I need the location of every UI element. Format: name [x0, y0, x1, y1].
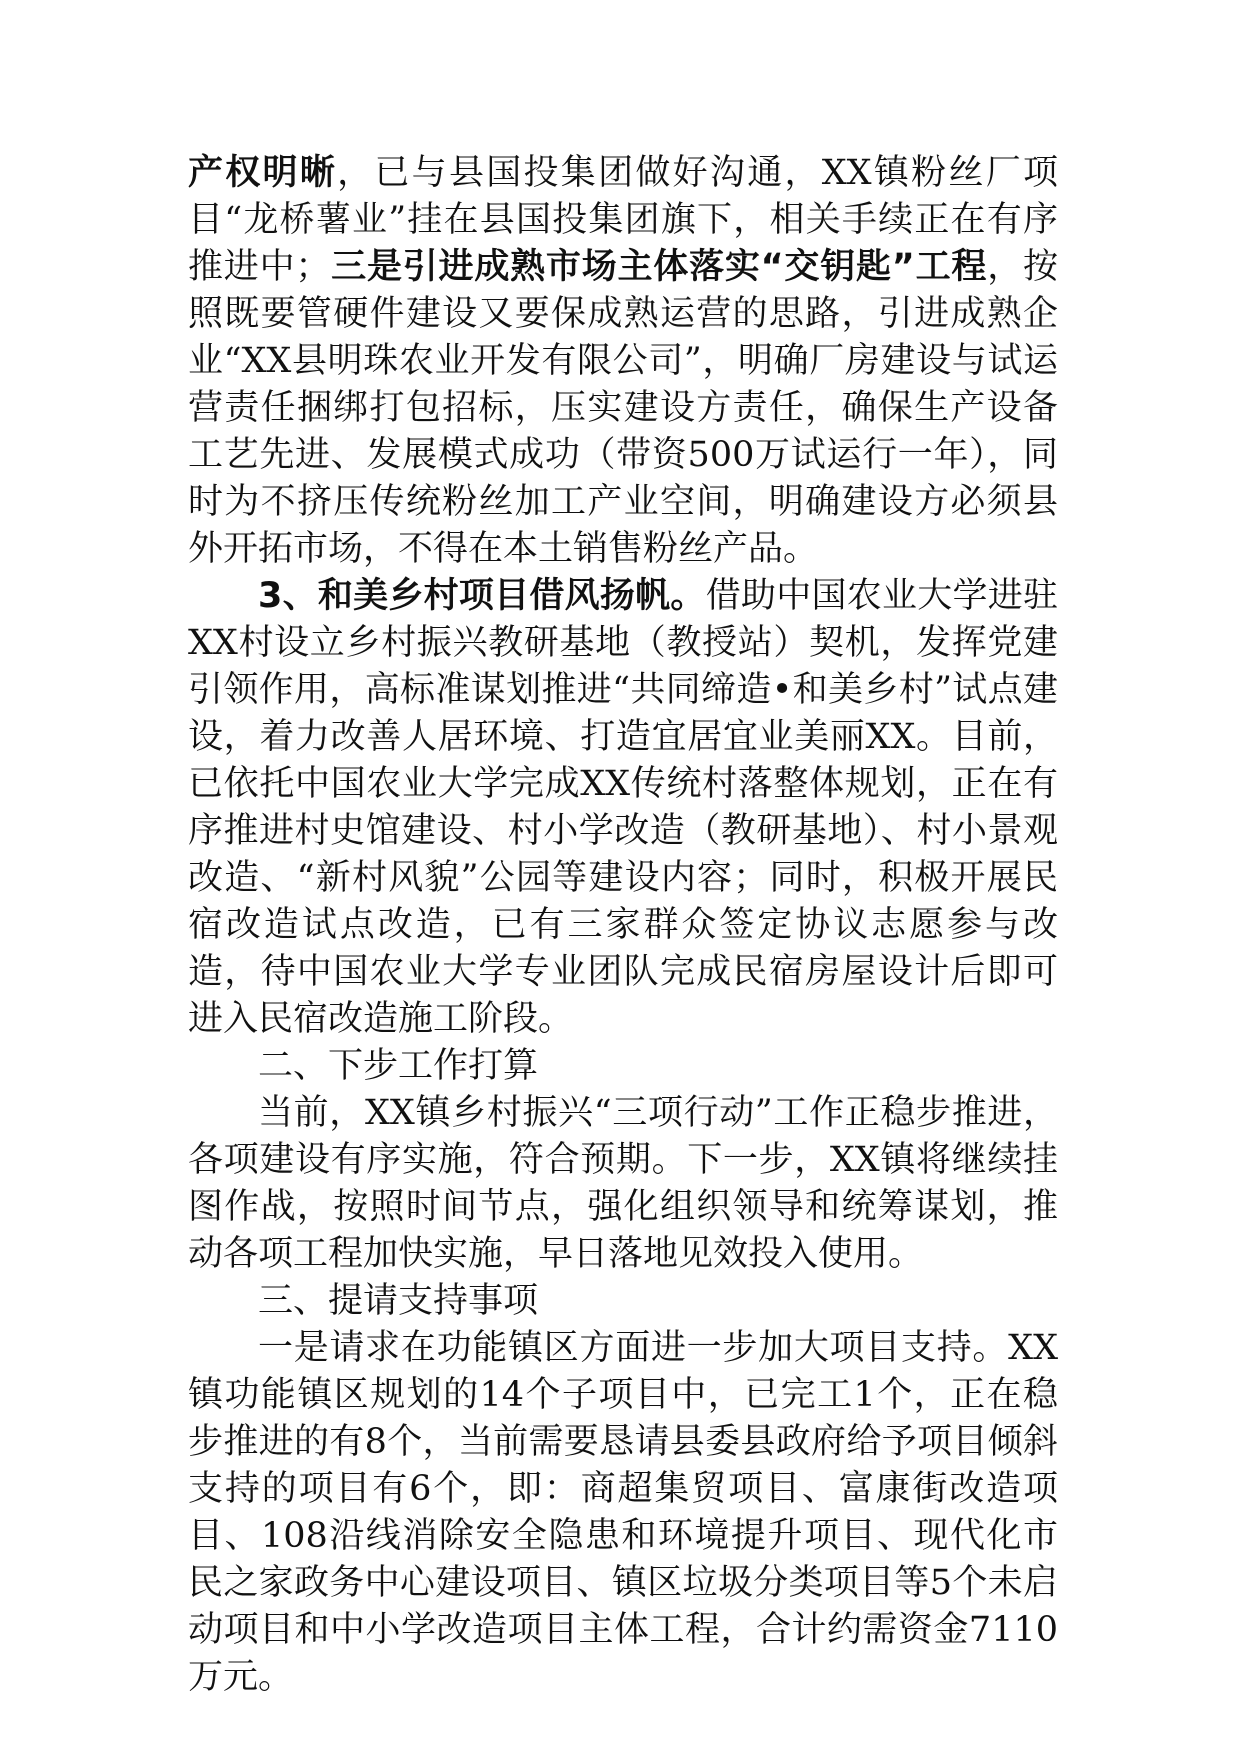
- paragraph-next-steps: [188, 1090, 1058, 1278]
- paragraph-beautiful-village: [188, 573, 1058, 1043]
- bold-heading-text: 3、和美乡村项目借风扬帆。: [258, 576, 706, 616]
- section-heading-text: 三、提请支持事项: [258, 1281, 539, 1321]
- section-heading-text: 二、下步工作打算: [258, 1046, 539, 1086]
- body-text: 一是请求在功能镇区方面进一步加大项目支持。XX镇功能镇区规划的14个子项目中，已完工1个，正在稳步推进的有8个，当前需要恳请县委县政府给予项目倾斜支持的项目有6个，即：商超集贸项目、富康街改造项目、108沿线消除安全隐患和环境提升项目、现代化市民之家政务中心建设项目、镇区垃圾分类项目等5个未启动项目和中小学改造项目主体工程，合计约需资金7110万元。: [188, 1328, 1058, 1697]
- body-text: 借助中国农业大学进驻XX村设立乡村振兴教研基地（教授站）契机，发挥党建引领作用，高标准谋划推进“共同缔造•和美乡村”试点建设，着力改善人居环境、打造宜居宜业美丽XX。目前，已依托中国农业大学完成XX传统村落整体规划，正在有序推进村史馆建设、村小学改造（教研基地）、村小景观改造、“新村风貌”公园等建设内容；同时，积极开展民宿改造试点改造，已有三家群众签定协议志愿参与改造，待中国农业大学专业团队完成民宿房屋设计后即可进入民宿改造施工阶段。: [188, 576, 1058, 1039]
- bold-heading-text: 三是引进成熟市场主体落实“交钥匙”工程: [330, 247, 988, 287]
- paragraph-support-requests: [188, 1325, 1058, 1701]
- bold-heading-text: 产权明晰: [188, 153, 338, 193]
- body-text: ，已与县国投集团做好沟通，XX镇粉丝厂项目“龙桥薯业”挂在县国投集团旗下，相关手续正在有序推进中；: [188, 153, 1058, 287]
- section-heading-next-steps: [188, 1043, 1058, 1090]
- section-heading-support-requests: [188, 1278, 1058, 1325]
- body-text: 当前，XX镇乡村振兴“三项行动”工作正稳步推进，各项建设有序实施，符合预期。下一步，XX镇将继续挂图作战，按照时间节点，强化组织领导和统筹谋划，推动各项工程加快实施，早日落地见效投入使用。: [188, 1093, 1058, 1274]
- body-text: ，按照既要管硬件建设又要保成熟运营的思路，引进成熟企业“XX县明珠农业开发有限公司”，明确厂房建设与试运营责任捆绑打包招标，压实建设方责任，确保生产设备工艺先进、发展模式成功（带资500万试运行一年），同时为不挤压传统粉丝加工产业空间，明确建设方必须县外开拓市场，不得在本土销售粉丝产品。: [188, 247, 1058, 569]
- document-page: [188, 150, 1058, 1701]
- paragraph-property-rights: [188, 150, 1058, 573]
